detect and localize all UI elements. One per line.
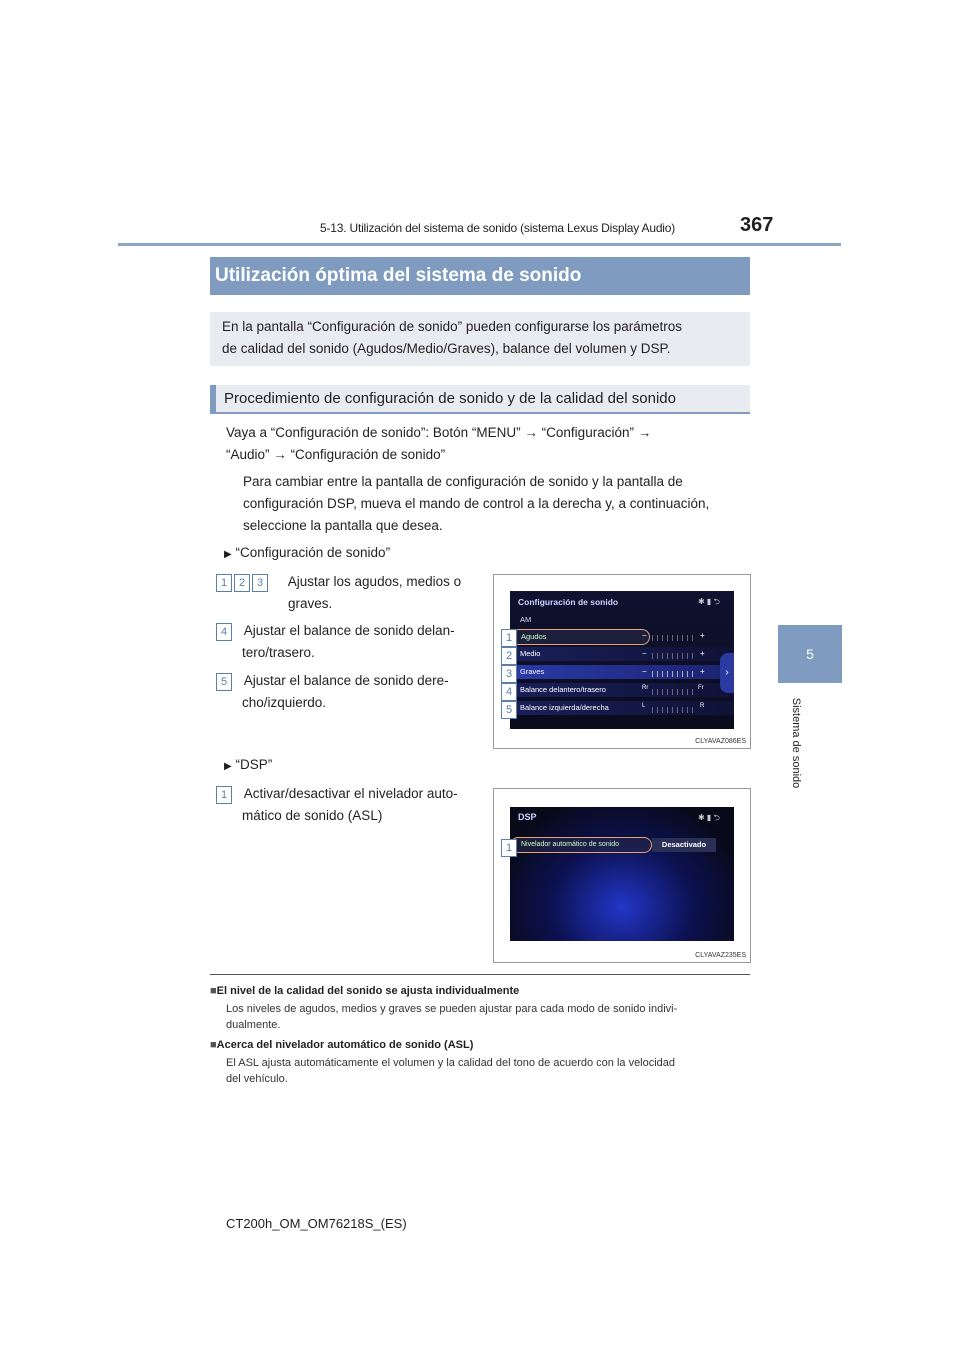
plus-icon[interactable]: + bbox=[700, 667, 705, 676]
triangle-bullet-icon: ▶ bbox=[224, 761, 232, 772]
slider-track-left-right[interactable] bbox=[652, 707, 696, 713]
note-title-text: El nivel de la calidad del sonido se ajusta individualmente bbox=[216, 985, 520, 997]
note-line: configuración DSP, mueva el mando de control a la derecha y, a continuación, bbox=[243, 496, 710, 511]
chapter-label bbox=[786, 695, 800, 805]
procedure-text: “Configuración” bbox=[541, 425, 634, 440]
procedure-path bbox=[226, 422, 751, 466]
intro-box bbox=[210, 312, 750, 366]
note-line: dualmente. bbox=[226, 1019, 281, 1031]
subsection-title: Procedimiento de configuración de sonido y de la calidad del sonido bbox=[210, 385, 750, 414]
callout-number: 3 bbox=[501, 665, 517, 683]
callout-number: 1 bbox=[501, 839, 517, 857]
sound-item-2 bbox=[216, 620, 486, 664]
note-title-text: Acerca del nivelador automático de sonido (ASL) bbox=[216, 1039, 474, 1051]
dsp-heading-text: “DSP” bbox=[235, 757, 273, 772]
minus-icon[interactable]: − bbox=[642, 649, 647, 658]
row-agudos[interactable]: Agudos bbox=[510, 629, 650, 645]
procedure-text: Vaya a “Configuración de sonido”: Botón “MENU” bbox=[226, 425, 521, 440]
item-text: tero/trasero. bbox=[242, 645, 315, 660]
arrow-icon: → bbox=[637, 425, 652, 440]
asl-row[interactable]: Nivelador automático de sonido bbox=[510, 837, 652, 853]
item-text: Ajustar los agudos, medios o bbox=[287, 574, 462, 589]
dsp-screenshot bbox=[493, 788, 751, 963]
callout-number: 4 bbox=[501, 683, 517, 701]
row-medio[interactable]: Medio bbox=[510, 647, 734, 661]
note-body bbox=[210, 1001, 755, 1033]
footer-code: CT200h_OM_OM76218S_(ES) bbox=[226, 1216, 407, 1231]
plus-icon[interactable]: + bbox=[700, 631, 705, 640]
note-body bbox=[210, 1055, 755, 1087]
screen-title: DSP bbox=[518, 812, 537, 822]
sound-settings-heading-text: “Configuración de sonido” bbox=[235, 545, 391, 560]
asl-value-button[interactable]: Desactivado bbox=[652, 838, 716, 852]
callout-number: 2 bbox=[234, 574, 250, 592]
status-icons: ✱ ▮ ⮌ bbox=[698, 813, 720, 822]
slider-track-agudos[interactable] bbox=[652, 635, 696, 641]
slider-track-medio[interactable] bbox=[652, 653, 696, 659]
item-text: Ajustar el balance de sonido dere- bbox=[243, 673, 449, 688]
arrow-icon: → bbox=[524, 425, 538, 440]
intro-line-2: de calidad del sonido (Agudos/Medio/Graves), balance del volumen y DSP. bbox=[222, 341, 671, 356]
note-line: del vehículo. bbox=[226, 1073, 288, 1085]
callout-number: 1 bbox=[216, 574, 232, 592]
item-text: Ajustar el balance de sonido delan- bbox=[243, 623, 455, 638]
screen-title: Configuración de sonido bbox=[518, 597, 619, 607]
notes-divider bbox=[210, 974, 750, 975]
callout-number: 5 bbox=[501, 701, 517, 719]
minus-icon[interactable]: − bbox=[642, 667, 647, 676]
status-icons: ✱ ▮ ⮌ bbox=[698, 597, 720, 606]
row-graves[interactable]: Graves bbox=[510, 665, 730, 679]
header-title: 5-13. Utilización del sistema de sonido (sistema Lexus Display Audio) bbox=[320, 221, 676, 235]
sound-settings-heading bbox=[224, 542, 390, 566]
note-line: Para cambiar entre la pantalla de configuración de sonido y la pantalla de bbox=[243, 474, 683, 489]
image-caption: CLYAVAZ235ES bbox=[695, 952, 746, 959]
item-text: cho/izquierdo. bbox=[242, 695, 327, 710]
item-text: Activar/desactivar el nivelador auto- bbox=[243, 786, 458, 801]
intro-line-1: En la pantalla “Configuración de sonido” pueden configurarse los parámetros bbox=[222, 319, 683, 334]
image-caption: CLYAVAZ086ES bbox=[695, 738, 746, 745]
dsp-screen bbox=[510, 807, 734, 941]
square-bullet-icon: ■ bbox=[210, 985, 217, 997]
slider-track-front-rear[interactable] bbox=[652, 689, 696, 695]
chapter-label-text: Sistema de sonido bbox=[790, 697, 802, 789]
source-label: AM bbox=[520, 615, 532, 624]
note-title bbox=[210, 1039, 755, 1051]
callout-number: 5 bbox=[216, 673, 232, 691]
note-line: seleccione la pantalla que desea. bbox=[243, 518, 443, 533]
sound-settings-screenshot bbox=[493, 574, 751, 749]
callout-number: 4 bbox=[216, 623, 232, 641]
item-text: graves. bbox=[288, 596, 333, 611]
header-rule bbox=[118, 243, 841, 246]
arrow-icon: → bbox=[273, 447, 287, 462]
callout-number: 1 bbox=[216, 786, 232, 804]
chevron-right-icon[interactable]: › bbox=[720, 653, 734, 693]
triangle-bullet-icon: ▶ bbox=[224, 549, 232, 560]
page-number: 367 bbox=[740, 214, 774, 236]
callout-number: 1 bbox=[501, 629, 517, 647]
notes-section bbox=[210, 985, 755, 1087]
procedure-text: “Configuración de sonido” bbox=[290, 447, 446, 462]
note-line: Los niveles de agudos, medios y graves se pueden ajustar para cada modo de sonido indivi- bbox=[226, 1003, 678, 1015]
front-label: Fr bbox=[698, 685, 704, 691]
callout-number: 2 bbox=[501, 647, 517, 665]
procedure-text: “Audio” bbox=[226, 447, 270, 462]
right-label: R bbox=[700, 703, 705, 709]
sound-item-3 bbox=[216, 670, 486, 714]
note-line: El ASL ajusta automáticamente el volumen y la calidad del tono de acuerdo con la velocidad bbox=[226, 1057, 676, 1069]
left-label: L bbox=[642, 703, 646, 709]
sound-settings-screen bbox=[510, 591, 734, 729]
slider-track-graves[interactable] bbox=[652, 671, 696, 677]
row-balance-front-rear[interactable]: Balance delantero/trasero bbox=[510, 683, 734, 697]
slider-column bbox=[642, 631, 706, 715]
plus-icon[interactable]: + bbox=[700, 649, 705, 658]
dsp-item-1 bbox=[216, 783, 486, 827]
rear-label: Rr bbox=[642, 685, 649, 691]
square-bullet-icon: ■ bbox=[210, 1039, 217, 1051]
dsp-heading bbox=[224, 754, 272, 778]
minus-icon[interactable]: − bbox=[642, 631, 647, 640]
procedure-note bbox=[243, 471, 748, 537]
sound-item-1 bbox=[216, 571, 481, 615]
item-text: mático de sonido (ASL) bbox=[242, 808, 383, 823]
chapter-tab: 5 bbox=[778, 625, 842, 683]
callout-number: 3 bbox=[252, 574, 268, 592]
section-title: Utilización óptima del sistema de sonido bbox=[210, 257, 750, 295]
note-title bbox=[210, 985, 755, 997]
row-balance-left-right[interactable]: Balance izquierda/derecha bbox=[510, 701, 734, 715]
